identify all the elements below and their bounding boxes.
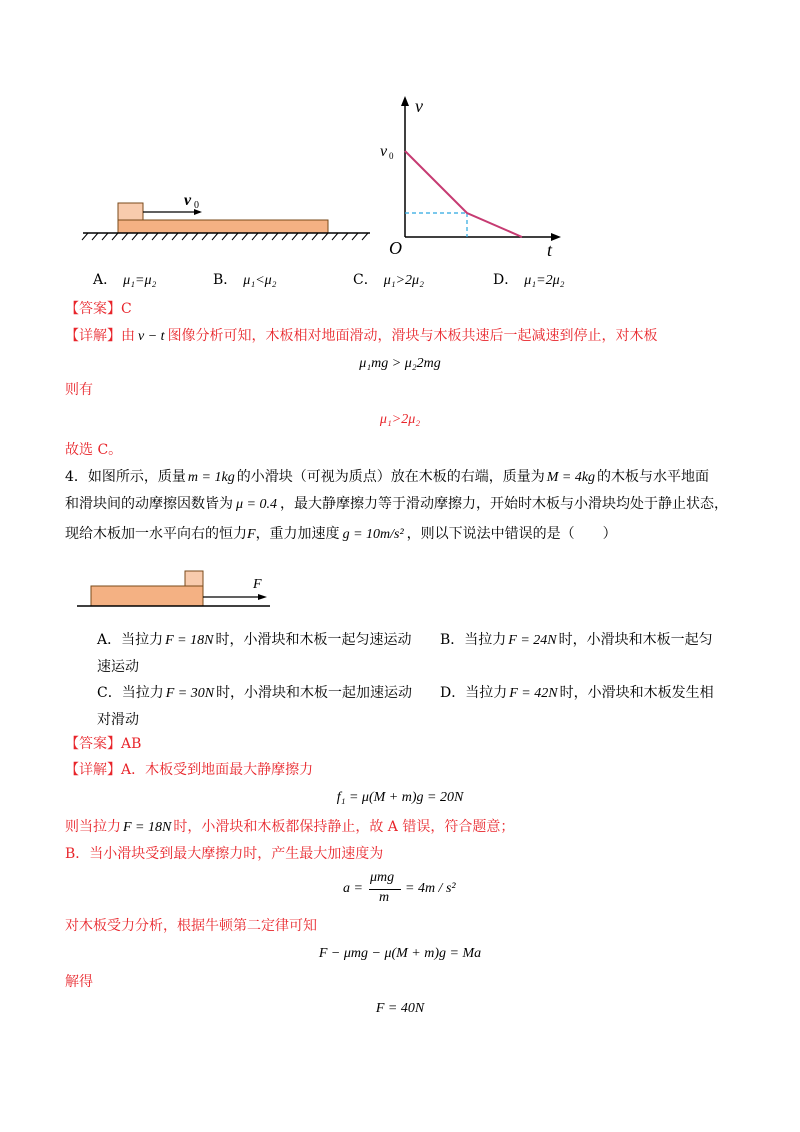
- q4-option-b-cont: 速运动: [97, 659, 139, 675]
- block: [118, 203, 143, 220]
- stem-text: ，最大静摩擦力等于滑动摩擦力，开始时木板与小滑块均处于静止状态，: [279, 496, 728, 512]
- q4-option-d: [440, 683, 714, 704]
- q4-option-b: [440, 630, 713, 651]
- q4-eq-newton: F − μmg − μ(M + m)g = Ma: [318, 946, 482, 961]
- q4-detail-b: B．当小滑块受到最大摩擦力时，产生最大加速度为: [65, 846, 384, 862]
- option-letter: D．: [493, 272, 519, 288]
- q4-statement: [65, 817, 514, 838]
- option-value: F = 18N: [165, 633, 214, 648]
- q4-stem-line2: [65, 494, 728, 515]
- q4-option-d-cont: 对滑动: [97, 712, 139, 728]
- option-text: 当拉力: [121, 632, 164, 648]
- q3-then: 则有: [65, 382, 93, 398]
- q3-option-b: [213, 270, 277, 291]
- velocity-label: v: [184, 192, 192, 209]
- option-letter: A．: [93, 272, 118, 288]
- mass-M: M = 4kg: [546, 470, 596, 485]
- option-letter: B．: [440, 632, 465, 648]
- mu-value: μ = 0.4: [236, 497, 277, 512]
- v0-label: v: [380, 143, 388, 160]
- x-axis-arrow: [551, 233, 561, 241]
- q4-option-c: [97, 683, 412, 704]
- answer-value: AB: [121, 736, 142, 752]
- detail-text: 由: [121, 328, 135, 344]
- option-text: 时，小滑块和木板发生相: [559, 685, 714, 701]
- stat-text: 则当拉力: [65, 819, 121, 835]
- q3-eq2: μ₁>2μ₂: [379, 412, 421, 427]
- force-F: F: [247, 527, 256, 542]
- stem-text: 现给木板加一水平向右的恒力: [65, 526, 247, 542]
- v0-sub: 0: [389, 151, 394, 161]
- stem-text: 和滑块间的动摩擦因数皆为: [65, 496, 233, 512]
- velocity-label-sub: 0: [194, 200, 199, 211]
- option-letter: C．: [97, 685, 122, 701]
- option-letter: C．: [353, 272, 378, 288]
- stem-text: 的小滑块（可视为质点）放在木板的右端，质量为: [236, 469, 545, 485]
- eq-denominator: m: [379, 890, 390, 905]
- q3-detail: [65, 326, 658, 347]
- q3-answer: [65, 299, 132, 319]
- answer-label: 【答案】: [65, 736, 121, 752]
- option-text: μ₁<μ₂: [243, 273, 277, 288]
- q4-analysis: 对木板受力分析，根据牛顿第二定律可知: [65, 918, 317, 934]
- detail-label: 【详解】: [65, 762, 121, 778]
- q4-answer: [65, 734, 141, 754]
- stem-text: ，则以下说法中错误的是（ ）: [406, 526, 617, 542]
- option-text: 时，小滑块和木板一起加速运动: [216, 685, 413, 701]
- stem-text: ，重力加速度: [255, 526, 340, 542]
- q4-detail-a: [65, 760, 313, 780]
- vt-symbol: v − t: [138, 329, 165, 344]
- option-value: F = 42N: [509, 686, 558, 701]
- detail-text: A．木板受到地面最大静摩擦力: [121, 762, 314, 778]
- vt-graph: [375, 90, 575, 260]
- stat-text: 时，小滑块和木板都保持静止，故 A 错误，符合题意；: [173, 819, 515, 835]
- option-text: 当拉力: [464, 632, 507, 648]
- option-value: F = 30N: [165, 686, 215, 701]
- q4-eq-F: F = 40N: [375, 1001, 425, 1016]
- force-label: F: [253, 577, 262, 592]
- q3-option-a: [93, 270, 156, 291]
- stem-text: 的木板与水平地面: [597, 469, 710, 485]
- q4-stem-line3: [65, 524, 617, 545]
- option-letter: B．: [213, 272, 238, 288]
- eq-lhs: a =: [343, 881, 363, 896]
- q4-eq-f1: f₁ = μ(M + m)g = 20N: [336, 790, 464, 805]
- y-axis-arrow: [401, 96, 409, 106]
- option-text: μ₁>2μ₂: [383, 273, 424, 288]
- q3-conclusion: 故选 C。: [65, 442, 123, 458]
- mass-m: m = 1kg: [187, 470, 235, 485]
- q3-option-d: [493, 270, 564, 291]
- option-letter: D．: [440, 685, 466, 701]
- q3-option-c: [353, 270, 424, 291]
- gravity-g: g = 10m/s²: [342, 527, 404, 542]
- board-force-diagram: [75, 568, 275, 618]
- velocity-curve: [405, 151, 522, 237]
- option-value: F = 24N: [508, 633, 557, 648]
- board: [118, 220, 328, 233]
- option-text: μ₁=2μ₂: [524, 273, 565, 288]
- y-axis-label: v: [415, 96, 423, 116]
- stem-text: 4．如图所示，质量: [65, 469, 186, 485]
- option-text: 当拉力: [121, 685, 164, 701]
- answer-label: 【答案】: [65, 301, 121, 317]
- block-on-board-diagram: [80, 185, 380, 245]
- force-arrowhead: [258, 594, 267, 600]
- option-letter: A．: [97, 632, 122, 648]
- ground-hatch: [82, 233, 368, 240]
- q4-stem-line1: [65, 467, 709, 488]
- board: [91, 586, 203, 606]
- eq-rhs: = 4m / s²: [405, 881, 456, 896]
- q4-solve: 解得: [65, 974, 93, 990]
- answer-value: C: [121, 301, 132, 317]
- origin-label: O: [389, 238, 402, 258]
- q3-eq1: μ₁mg > μ₂2mg: [359, 356, 441, 371]
- small-block: [185, 571, 203, 586]
- detail-text-2: 图像分析可知，木板相对地面滑动，滑块与木板共速后一起减速到停止，对木板: [167, 328, 658, 344]
- option-text: 时，小滑块和木板一起匀速运动: [215, 632, 412, 648]
- q4-option-a: [97, 630, 411, 651]
- option-text: 时，小滑块和木板一起匀: [558, 632, 713, 648]
- detail-label: 【详解】: [65, 328, 121, 344]
- option-text: 当拉力: [465, 685, 508, 701]
- eq-numerator: μmg: [370, 870, 395, 885]
- x-axis-label: t: [547, 240, 553, 260]
- stat-value: F = 18N: [123, 820, 172, 835]
- option-text: μ₁=μ₂: [123, 273, 157, 288]
